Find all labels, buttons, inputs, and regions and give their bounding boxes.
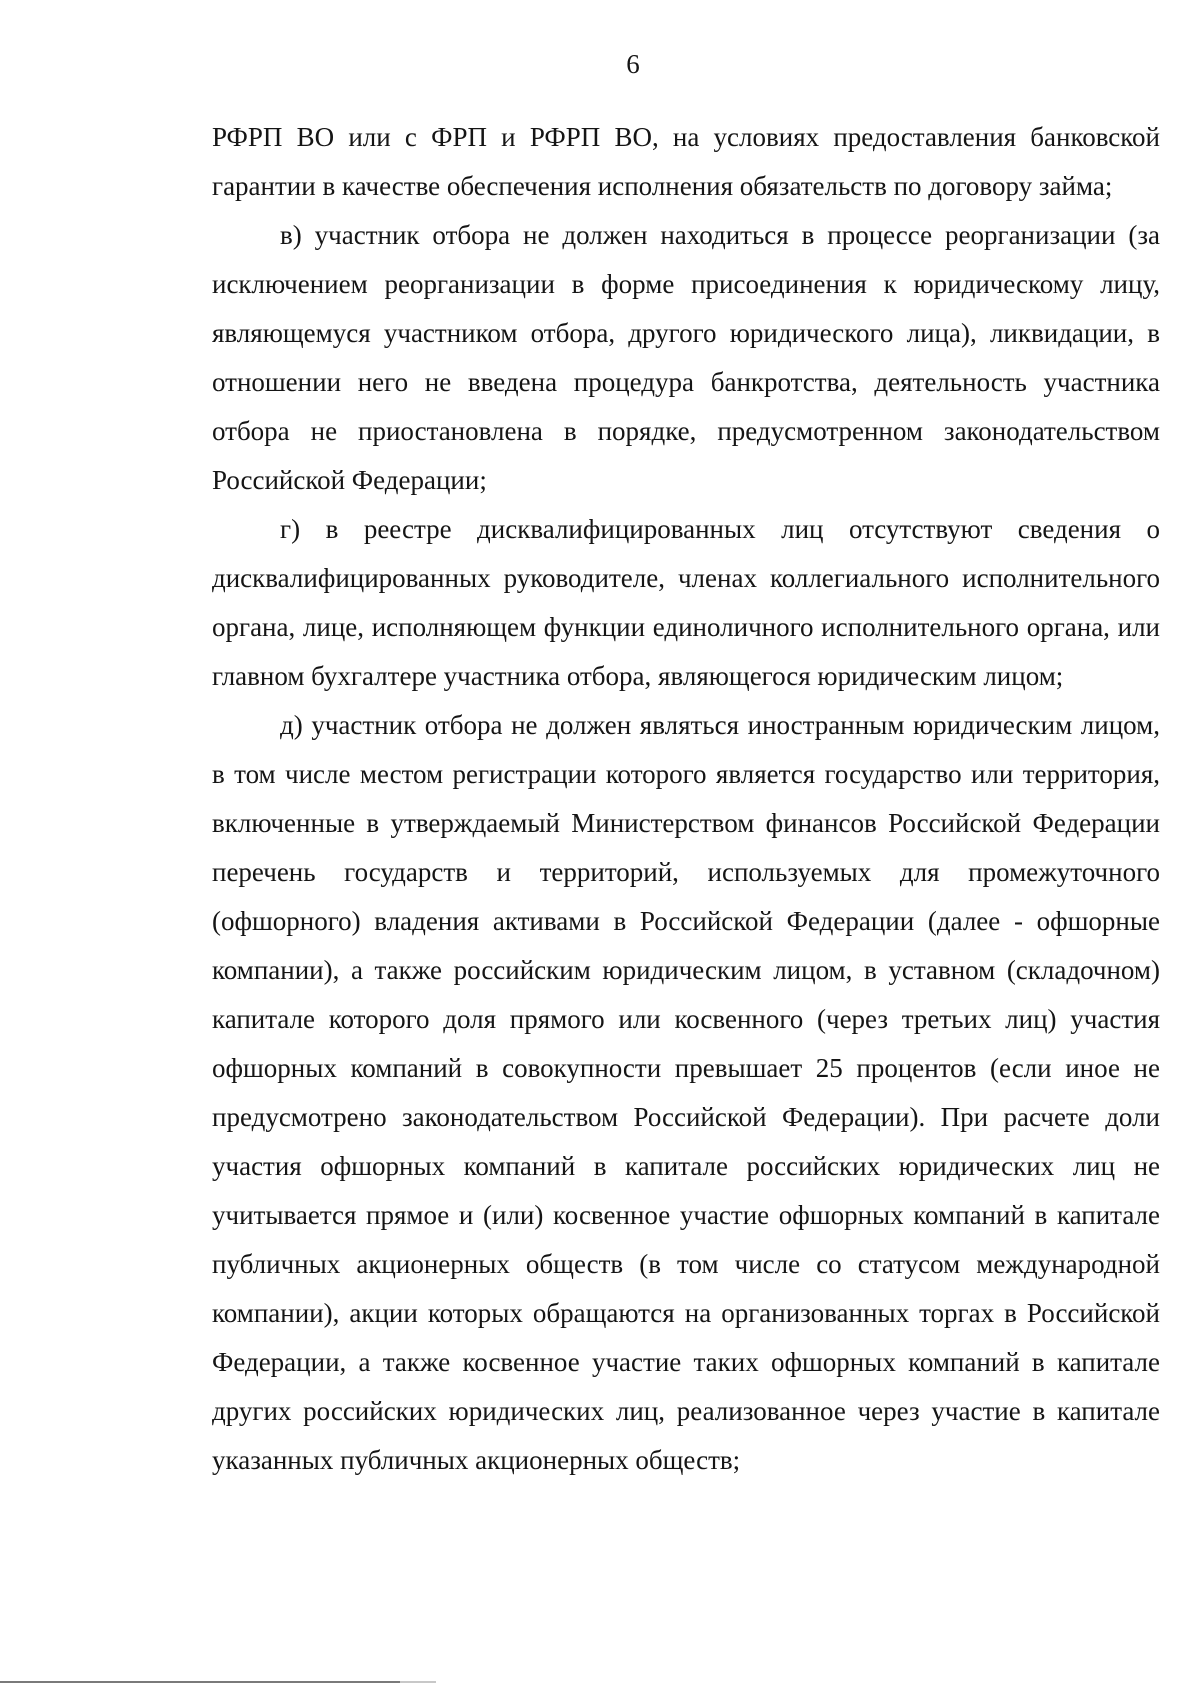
paragraph-item-d: д) участник отбора не должен являться иностранным юридическим лицом, в том числе местом регистрации которого является государство или территория, включенные в утверждаемый Министерством финансов Российской Федерации перечень государств и территорий, используемых для промежуточного (офшорного) владения активами в Российской Федерации (далее - офшорные компании), а также российским юридическим лицом, в уставном (складочном) капитале которого доля прямого или косвенного (через третьих лиц) участия офшорных компаний в совокупности превышает 25 процентов (если иное не предусмотрено законодательством Российской Федерации). При расчете доли участия офшорных компаний в капитале российских юридических лиц не учитывается прямое и (или) косвенное участие офшорных компаний в капитале публичных акционерных обществ (в том числе со статусом международной компании), акции которых обращаются на организованных торгах в Российской Федерации, а также косвенное участие таких офшорных компаний в капитале других российских юридических лиц, реализованное через участие в капитале указанных публичных акционерных обществ;	[212, 710, 1160, 1475]
document-body	[212, 113, 1160, 1485]
bottom-scan-line	[0, 1681, 400, 1683]
bottom-scan-line-light	[400, 1681, 436, 1683]
page-number: 6	[626, 49, 640, 79]
paragraph-item-v: в) участник отбора не должен находиться в процессе реорганизации (за исключением реорганизации в форме присоединения к юридическому лицу, являющемуся участником отбора, другого юридического лица), ликвидации, в отношении него не введена процедура банкротства, деятельность участника отбора не приостановлена в порядке, предусмотренном законодательством Российской Федерации;	[212, 220, 1160, 495]
paragraph-item-g: г) в реестре дисквалифицированных лиц отсутствуют сведения о дисквалифицированных руководителе, членах коллегиального исполнительного органа, лице, исполняющем функции единоличного исполнительного органа, или главном бухгалтере участника отбора, являющегося юридическим лицом;	[212, 514, 1160, 691]
paragraph-continuation: РФРП ВО или с ФРП и РФРП ВО, на условиях предоставления банковской гарантии в качестве обеспечения исполнения обязательств по договору займа;	[212, 122, 1160, 201]
